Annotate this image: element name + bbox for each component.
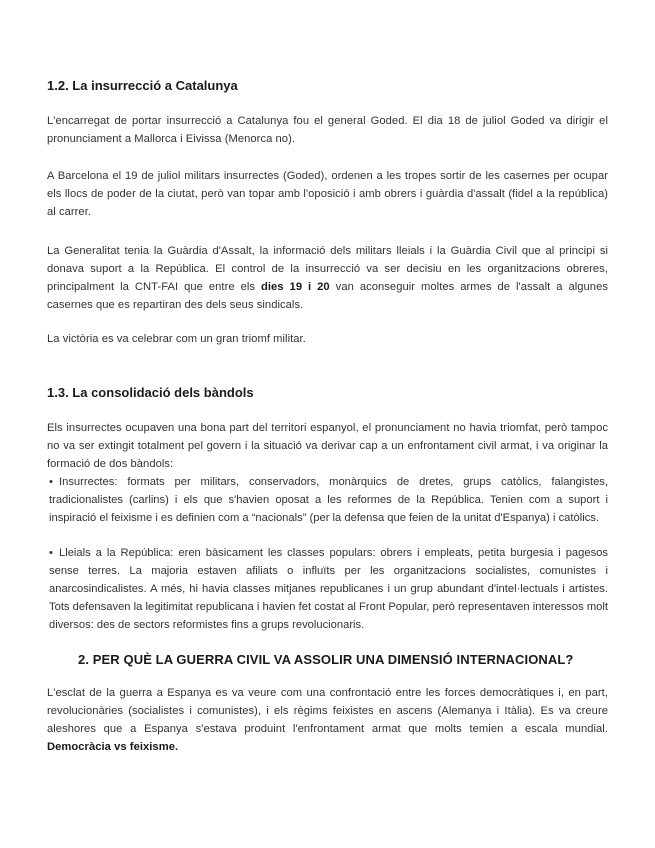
paragraph-barcelona: A Barcelona el 19 de juliol militars insurrectes (Goded), ordenen a les tropes sortir de les casernes per ocupar els llocs de poder de la ciutat, però van topar amb l'oposició i amb obrers i guàrdia d'assalt (fidel a la república) al carrer.	[47, 170, 608, 218]
highlight-democracy-vs-fascism: Democràcia vs feixisme.	[47, 741, 179, 753]
paragraph-international	[47, 684, 608, 756]
paragraph-international-text: L'esclat de la guerra a Espanya es va veure com una confrontació entre les forces democràtiques i, en part, revolucionàries (socialistes i comunistes), i els règims feixistes en ascens (Alemanya i Itàlia). Es va creure aleshores que a Espanya s'estava produint l'enfrontament armat que molts temien a escala mundial.	[47, 687, 608, 735]
list-item-insurrectes	[49, 473, 608, 527]
section-heading-1-3: 1.3. La consolidació dels bàndols	[47, 385, 254, 400]
paragraph-generalitat-text-b: van aconseguir moltes armes de l'assalt a algunes casernes que es repartiran des dels seus sindicals.	[47, 281, 608, 311]
list-item-text: Lleials a la República: eren bàsicament les classes populars: obrers i empleats, petita burgesia i pagesos sense terres. La majoria estaven afiliats o influïts per les organitzacions socialistes, comunistes i anarcosindicalistes. A més, hi havia classes mitjanes republicanes i un grup abundant d'intel·lectuals i artistes. Tots defensaven la legitimitat republicana i havien fet costat al Front Popular, però representaven interessos molt diversos: des de sectors reformistes fins a grups revolucionaris.	[49, 547, 608, 631]
section-heading-2: 2. PER QUÈ LA GUERRA CIVIL VA ASSOLIR UNA DIMENSIÓ INTERNACIONAL?	[78, 652, 574, 667]
paragraph-generalitat	[47, 242, 608, 314]
paragraph-insurrectes: Els insurrectes ocupaven una bona part del territori espanyol, el pronunciament no havia triomfat, però tampoc no va ser extingit totalment pel govern i la situació va derivar cap a un enfrontament civil armat, i va originar la formació de dos bàndols:	[47, 422, 608, 470]
highlight-dates: dies 19 i 20	[261, 281, 330, 293]
paragraph-goded: L'encarregat de portar insurrecció a Catalunya fou el general Goded. El dia 18 de juliol Goded va dirigir el pronunciament a Mallorca i Eivissa (Menorca no).	[47, 115, 608, 145]
paragraph-generalitat-text-a: La Generalitat tenia la Guàrdia d'Assalt, la informació dels militars lleials i la Guàrdia Civil que al principi si donava suport a la República. El control de la insurrecció va ser decisiu en les organitzacions obreres, principalment la CNT-FAI que entre els	[47, 245, 608, 293]
bullet-dot: •	[49, 547, 53, 559]
bullet-dot: •	[49, 476, 53, 488]
list-item-text: Insurrectes: formats per militars, conservadors, monàrquics de dretes, grups catòlics, falangistes, tradicionalistes (carlins) i els que s'havien oposat a les reformes de la República. Tenien com a suport i inspiració el feixisme i es definien com a “nacionals” (per la defensa que feien de la unitat d'Espanya) i catòlics.	[49, 476, 608, 524]
section-heading-1-2: 1.2. La insurrecció a Catalunya	[47, 78, 238, 93]
paragraph-victory: La victòria es va celebrar com un gran triomf militar.	[47, 333, 306, 345]
list-item-lleials	[49, 544, 608, 634]
